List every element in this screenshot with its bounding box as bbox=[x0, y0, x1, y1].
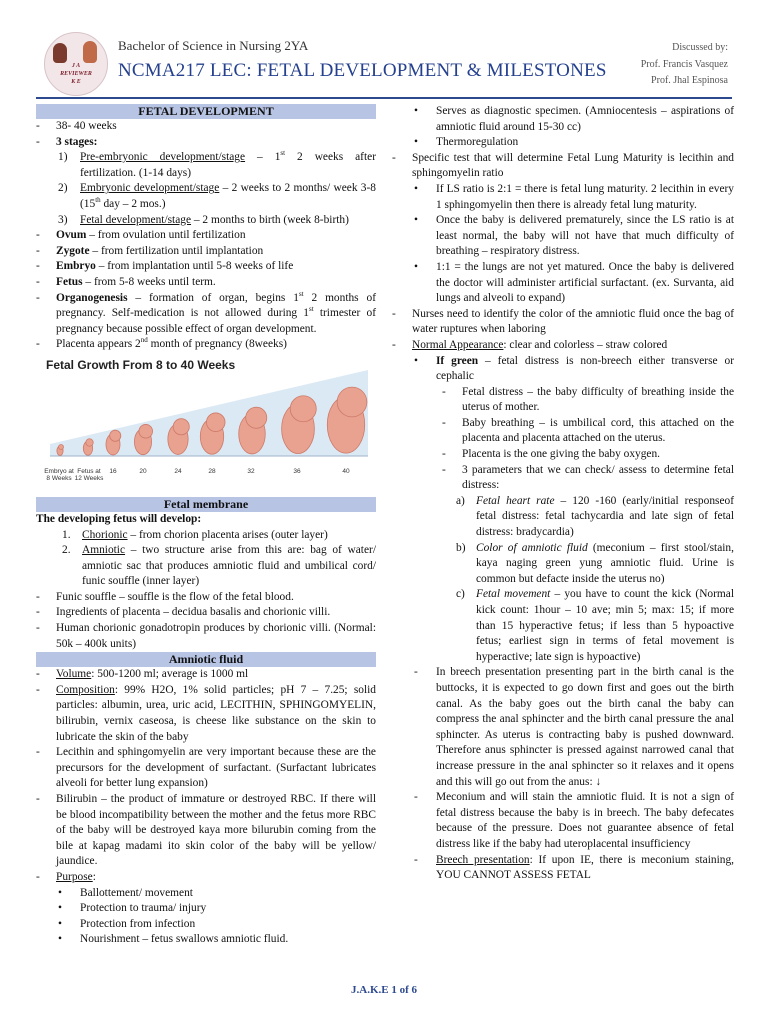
list-item: - Normal Appearance: clear and colorless – straw colored bbox=[392, 338, 668, 351]
purpose-item: • Nourishment – fetus swallows amniotic fluid. bbox=[58, 933, 289, 946]
list-item: - Zygote – from fertilization until implantation bbox=[36, 244, 264, 257]
breech-item: - Meconium and will stain the amniotic fluid. It is not a sign of fetal distress because the baby is in breech. The baby defecates because of the pressure. Does not guarantee absence of fetal distress like if the baby had uteroplacental insufficiency bbox=[414, 791, 734, 850]
ls-ratio-item: • Once the baby is delivered prematurely, since the LS ratio is at least normal, the baby will not have that much difficulty of breathing – respiratory distress. bbox=[414, 214, 734, 258]
parameter-item: b) Color of amniotic fluid (meconium – first stool/stain, kaya naging green yung amniotic fluid. Urine is common but defacte inside the uterus no) bbox=[456, 541, 734, 585]
discussed-by bbox=[641, 40, 728, 90]
distress-item: - 3 parameters that we can check/ assess to determine fetal distress: bbox=[442, 463, 734, 492]
distress-item: - Baby breathing – is umbilical cord, this attached on the placenta and placenta attached on the uterus. bbox=[442, 416, 734, 445]
list-item: - Human chorionic gonadotropin produces by chorionic villi. (Normal: 50k – 400k units) bbox=[36, 622, 376, 650]
ls-ratio-item: • If LS ratio is 2:1 = there is fetal lung maturity. 2 lecithin in every 1 sphingomyelin then there is already fetal lung maturity. bbox=[414, 182, 734, 211]
label-week: 28 bbox=[208, 467, 216, 475]
list-item: - Specific test that will determine Fetal Lung Maturity is lecithin and sphingomyelin ratio bbox=[392, 151, 734, 180]
label-embryo-8-weeks: Embryo at 8 Weeks bbox=[44, 467, 74, 482]
parameter-item: a) Fetal heart rate – 120 -160 (early/initial responseof fetal distress: fetal tachycardia and late sign of fetal distress: bradycardia) bbox=[456, 494, 734, 539]
list-item: - Nurses need to identify the color of the amniotic fluid once the bag of water ruptures when laboring bbox=[392, 307, 734, 336]
fetus-head bbox=[173, 419, 189, 435]
fetal-growth-figure bbox=[36, 356, 376, 493]
list-item: - Purpose: bbox=[36, 870, 96, 883]
label-week: 20 bbox=[139, 467, 147, 475]
purpose-item: • Serves as diagnostic specimen. (Amniocentesis – aspirations of amniotic fluid around 15-30 cc) bbox=[414, 105, 734, 133]
logo-figure-left bbox=[53, 43, 67, 63]
purpose-item: • Protection to trauma/ injury bbox=[58, 902, 207, 915]
label-week: 24 bbox=[174, 467, 182, 475]
section-fetal-development: FETAL DEVELOPMENT bbox=[36, 104, 376, 119]
page-title: NCMA217 LEC: FETAL DEVELOPMENT & MILESTONES bbox=[118, 60, 607, 81]
list-item: - 38- 40 weeks bbox=[36, 120, 117, 132]
membrane-heading: The developing fetus will develop: bbox=[36, 512, 202, 525]
fetus-head bbox=[246, 407, 267, 428]
parameter-item: c) Fetal movement – you have to count the kick (Normal kick count: 1hour – 10 ave; min 5; max: 15; if more than 15 hyperactive fetus; if less than 5 hypoactive fetus; earliest sign in terms of fetal movement is hyperactive; late sign is hypoactive) bbox=[456, 588, 734, 663]
distress-item: - Placenta is the one giving the baby oxygen. bbox=[442, 448, 661, 461]
figure-title: Fetal Growth From 8 to 40 Weeks bbox=[46, 357, 236, 372]
header-rule bbox=[36, 97, 732, 99]
stage-item: 2) Embryonic development/stage – 2 weeks to 2 months/ week 3-8 (15th day – 2 mos.) bbox=[58, 182, 376, 210]
fetus-head bbox=[59, 444, 64, 449]
list-item: - Funic souffle – souffle is the flow of the fetal blood. bbox=[36, 590, 294, 603]
list-item: - Composition: 99% H2O, 1% solid particles; pH 7 – 7.25; solid particles: albumin, urea, uric acid, LECITHIN, SPHINGOMYELIN, bilirubin, vernix caseosa, is cheese like substance on the skin to lubricate the skin of the baby bbox=[36, 683, 376, 743]
left-column bbox=[36, 104, 376, 948]
distress-item: - Fetal distress – the baby difficulty of breathing inside the uterus of mother. bbox=[442, 385, 734, 414]
list-item: - Volume: 500-1200 ml; average is 1000 ml bbox=[36, 668, 249, 681]
label-week: 36 bbox=[293, 467, 301, 475]
label-week: 40 bbox=[342, 467, 350, 475]
stage-item: 1) Pre-embryonic development/stage – 1st 2 weeks after fertilization. (1-14 days) bbox=[58, 149, 376, 179]
breech-item: - In breech presentation presenting part in the birth canal is the buttocks, it is expected to go down first and goes out the birth canal. As the baby goes out the birth canal the baby can compress the anal sphincter and the birth canal pressure the anal sphincter. As uterus is contracting baby is pushed downward. Therefore anus sphincter is pressed against narrowed canal that increase pressure in the anal sphincter so it relaxes and it opens and this will go out from the anus: ↓ bbox=[414, 666, 734, 788]
fetus-head bbox=[86, 439, 93, 446]
fetus-head bbox=[139, 424, 153, 438]
logo-text-bottom: K E bbox=[71, 79, 81, 85]
list-item: - Ovum – from ovulation until fertilization bbox=[36, 229, 246, 242]
logo-figure-right bbox=[83, 41, 97, 63]
membrane-item: 2. Amniotic – two structure arise from this are: bag of water/ amniotic sac that produces amniotic fluid and umbilical cord/ funic souffle (inner layer) bbox=[62, 544, 376, 588]
discussed-by-label: Discussed by: bbox=[672, 42, 728, 53]
list-item: - Ingredients of placenta – decidua basalis and chorionic villi. bbox=[36, 606, 331, 619]
page-header bbox=[0, 0, 768, 100]
reviewer-logo bbox=[44, 32, 108, 96]
logo-text-top: J A bbox=[71, 63, 81, 69]
label-fetus-12-weeks: Fetus at 12 Weeks bbox=[74, 467, 104, 482]
fetus-head bbox=[110, 430, 121, 441]
stage-item: 3) Fetal development/stage – 2 months to birth (week 8-birth) bbox=[58, 213, 349, 226]
list-item: - Organogenesis – formation of organ, begins 1st 2 months of pregnancy. Self-medication is not allowed during 1st trimester of pregnancy because possible effect of organ development. bbox=[36, 289, 376, 335]
membrane-item: 1. Chorionic – from chorion placenta arises (outer layer) bbox=[62, 528, 328, 541]
section-fetal-membrane: Fetal membrane bbox=[36, 497, 376, 512]
breech-item: - Breech presentation: If upon IE, there is meconium staining, YOU CANNOT ASSESS FETAL bbox=[414, 853, 734, 882]
list-item: - 3 stages: bbox=[36, 135, 98, 148]
purpose-item: • Thermoregulation bbox=[414, 136, 519, 149]
list-item: - Lecithin and sphingomyelin are very important because these are the precursors for the development of surfactant. (Surfactant lubricates alveoli for better lung expansion) bbox=[36, 746, 376, 790]
school-line: Bachelor of Science in Nursing 2YA bbox=[118, 38, 309, 53]
list-item: - Fetus – from 5-8 weeks until term. bbox=[36, 275, 216, 288]
label-week: 16 bbox=[109, 467, 117, 475]
appearance-item: • If green – fetal distress is non-breech either transverse or cephalic bbox=[414, 354, 734, 383]
professor-2: Prof. Jhal Espinosa bbox=[651, 75, 728, 86]
purpose-item: • Ballottement/ movement bbox=[58, 886, 193, 899]
purpose-item: • Protection from infection bbox=[58, 917, 196, 930]
page-footer: J.A.K.E 1 of 6 bbox=[351, 984, 417, 996]
professor-1: Prof. Francis Vasquez bbox=[640, 58, 728, 70]
list-item: - Embryo – from implantation until 5-8 weeks of life bbox=[36, 260, 294, 273]
fetus-head bbox=[337, 387, 367, 417]
section-amniotic-fluid: Amniotic fluid bbox=[36, 652, 376, 667]
logo-text-mid: REVIEWER bbox=[60, 71, 92, 77]
right-column bbox=[392, 104, 734, 884]
list-item: - Placenta appears 2nd month of pregnancy (8weeks) bbox=[36, 336, 287, 351]
list-item: - Bilirubin – the product of immature or destroyed RBC. If there will be blood incompatibility between the mother and the fetus more RBC of the baby will be destroyed kaya more bilurubin coming from the bile at kapag madami ito skin color of the baby will be yellow/ jaundice. bbox=[36, 793, 376, 868]
fetus-head bbox=[290, 396, 316, 422]
label-week: 32 bbox=[247, 467, 255, 475]
ls-ratio-item: • 1:1 = the lungs are not yet matured. Once the baby is delivered the doctor will administer artificial surfactant. (ex. Survanta, aid lungs and alveoli to expand) bbox=[414, 260, 734, 305]
fetus-head bbox=[206, 413, 225, 432]
